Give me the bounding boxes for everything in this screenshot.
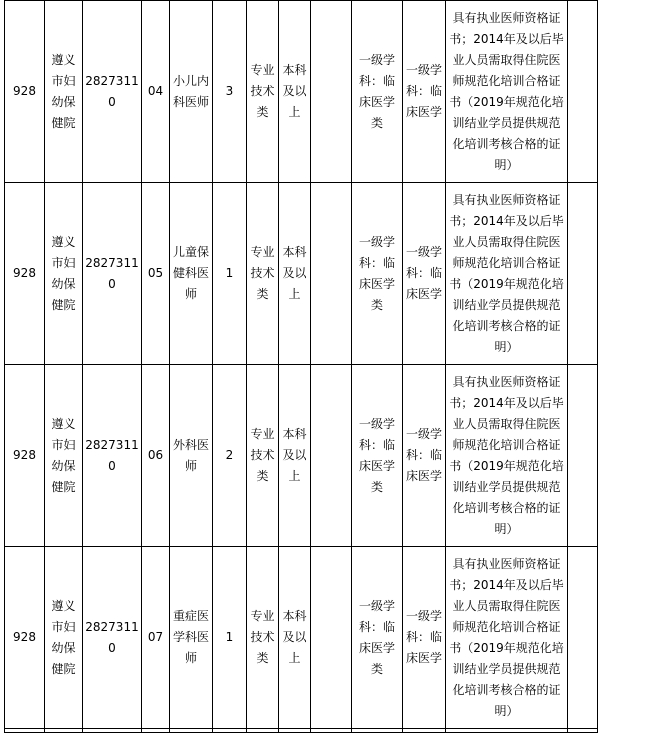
cell-blank: [311, 1, 352, 183]
cell-major-undergrad: 一级学科：临床医学类: [352, 1, 403, 183]
cell-position-title: 外科医师: [170, 365, 213, 547]
cell-major-grad: 一级学科：临床医学: [403, 547, 446, 729]
cell-unit: 遵义市妇幼保健院: [45, 183, 83, 365]
cell-category: 专业技术类: [247, 1, 279, 183]
cell-requirements: 具有执业医师资格证书；2014年及以后毕业人员需取得住院医师规范化培训合格证书（2019年规范化培训结业学员提供规范化培训考核合格的证明）: [446, 1, 568, 183]
cell-empty: [352, 729, 403, 733]
cell-blank: [568, 547, 598, 729]
cell-position-code: 07: [142, 547, 170, 729]
cell-empty: [311, 729, 352, 733]
table-row-cutoff: [5, 729, 598, 733]
cell-blank: [311, 365, 352, 547]
cell-code: 28273110: [83, 1, 142, 183]
cell-requirements: 具有执业医师资格证书；2014年及以后毕业人员需取得住院医师规范化培训合格证书（2019年规范化培训结业学员提供规范化培训考核合格的证明）: [446, 547, 568, 729]
cell-empty: [45, 729, 83, 733]
cell-major-grad: 一级学科：临床医学: [403, 1, 446, 183]
table-body: [5, 1, 598, 733]
cell-empty: [403, 729, 446, 733]
cell-category: 专业技术类: [247, 183, 279, 365]
recruitment-table: [4, 0, 598, 733]
cell-blank: [568, 1, 598, 183]
cell-count: 2: [213, 365, 247, 547]
cell-empty: [213, 729, 247, 733]
cell-blank: [568, 365, 598, 547]
cell-empty: [83, 729, 142, 733]
table-row: [5, 547, 598, 729]
cell-empty: [446, 729, 568, 733]
cell-no: 928: [5, 183, 45, 365]
cell-category: 专业技术类: [247, 547, 279, 729]
cell-count: 1: [213, 547, 247, 729]
cell-major-grad: 一级学科：临床医学: [403, 183, 446, 365]
cell-unit: 遵义市妇幼保健院: [45, 1, 83, 183]
cell-requirements: 具有执业医师资格证书；2014年及以后毕业人员需取得住院医师规范化培训合格证书（2019年规范化培训结业学员提供规范化培训考核合格的证明）: [446, 183, 568, 365]
table-row: [5, 365, 598, 547]
table-row: [5, 183, 598, 365]
cell-count: 3: [213, 1, 247, 183]
cell-empty: [279, 729, 311, 733]
cell-empty: [170, 729, 213, 733]
cell-empty: [568, 729, 598, 733]
cell-empty: [5, 729, 45, 733]
cell-no: 928: [5, 1, 45, 183]
cell-unit: 遵义市妇幼保健院: [45, 365, 83, 547]
cell-empty: [142, 729, 170, 733]
cell-major-undergrad: 一级学科：临床医学类: [352, 547, 403, 729]
cell-blank: [311, 183, 352, 365]
cell-code: 28273110: [83, 183, 142, 365]
cell-code: 28273110: [83, 547, 142, 729]
table-row: [5, 1, 598, 183]
cell-category: 专业技术类: [247, 365, 279, 547]
cell-education: 本科及以上: [279, 547, 311, 729]
cell-major-undergrad: 一级学科：临床医学类: [352, 183, 403, 365]
cell-education: 本科及以上: [279, 1, 311, 183]
cell-education: 本科及以上: [279, 365, 311, 547]
cell-no: 928: [5, 547, 45, 729]
cell-unit: 遵义市妇幼保健院: [45, 547, 83, 729]
cell-requirements: 具有执业医师资格证书；2014年及以后毕业人员需取得住院医师规范化培训合格证书（2019年规范化培训结业学员提供规范化培训考核合格的证明）: [446, 365, 568, 547]
cell-position-title: 小儿内科医师: [170, 1, 213, 183]
cell-education: 本科及以上: [279, 183, 311, 365]
cell-position-code: 04: [142, 1, 170, 183]
cell-position-title: 儿童保健科医师: [170, 183, 213, 365]
cell-empty: [247, 729, 279, 733]
cell-position-code: 06: [142, 365, 170, 547]
cell-no: 928: [5, 365, 45, 547]
cell-position-code: 05: [142, 183, 170, 365]
cell-blank: [568, 183, 598, 365]
cell-major-grad: 一级学科：临床医学: [403, 365, 446, 547]
cell-code: 28273110: [83, 365, 142, 547]
cell-position-title: 重症医学科医师: [170, 547, 213, 729]
cell-count: 1: [213, 183, 247, 365]
cell-major-undergrad: 一级学科：临床医学类: [352, 365, 403, 547]
cell-blank: [311, 547, 352, 729]
